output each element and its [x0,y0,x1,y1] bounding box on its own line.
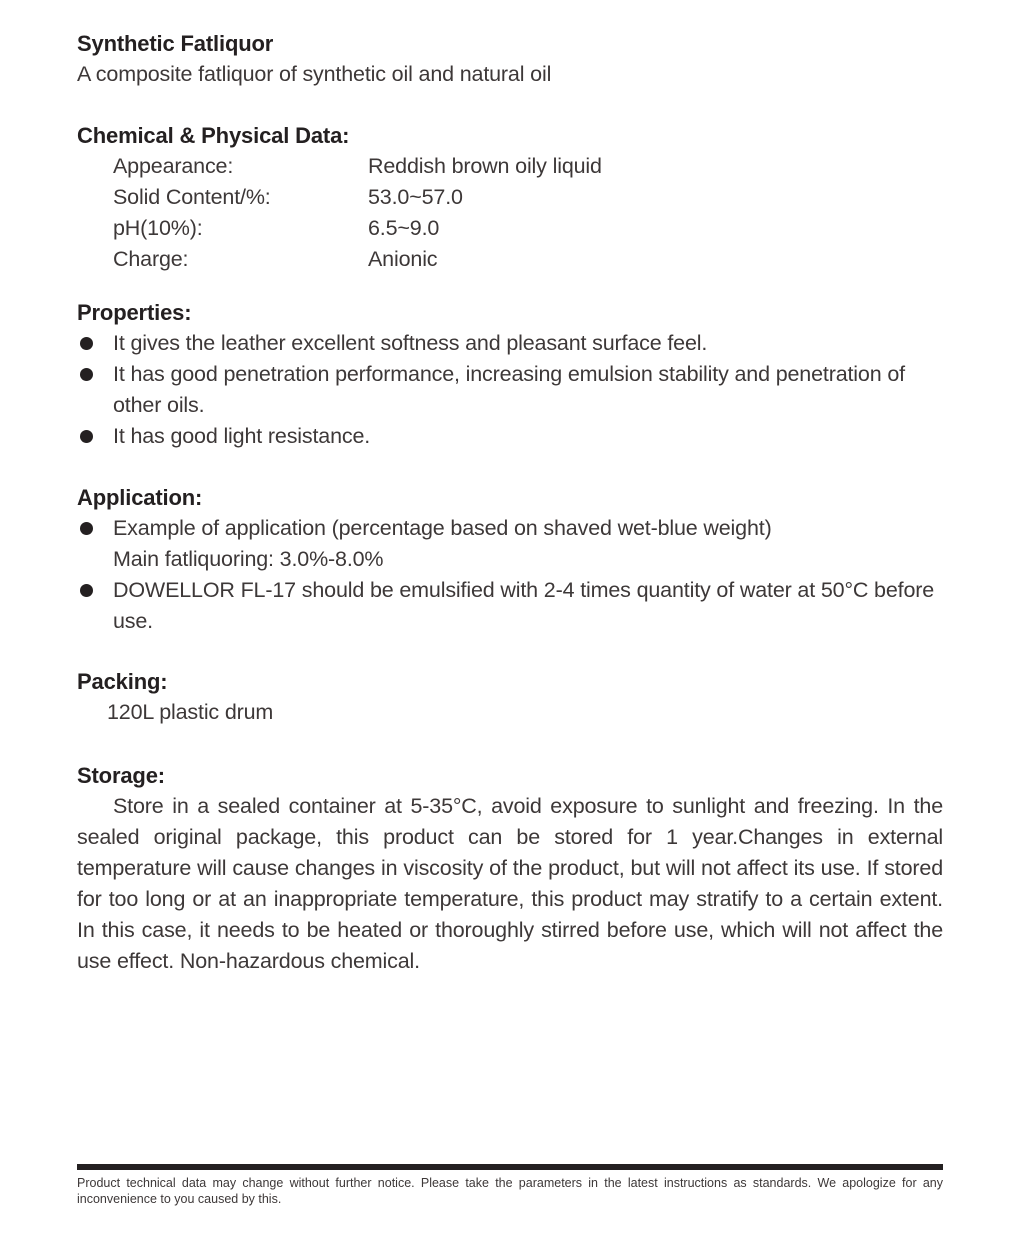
application-heading: Application: [77,485,203,510]
list-item-text [113,513,943,575]
list-item [77,421,943,452]
product-subtitle: A composite fatliquor of synthetic oil and natural oil [77,62,552,86]
footer-disclaimer: Product technical data may change without further notice. Please take the parameters in the latest instructions as standards. We apologize for any inconvenience to you caused by this. [77,1176,943,1206]
page-footer [77,1164,943,1207]
application-example-line: Example of application (percentage based on shaved wet-blue weight) [113,516,772,540]
bullet-icon [80,584,93,597]
bullet-icon [80,337,93,350]
document-content [77,28,943,977]
data-row-ph [77,213,943,244]
storage-heading: Storage: [77,763,165,788]
chemical-data-heading: Chemical & Physical Data: [77,123,350,148]
data-value: 53.0~57.0 [368,185,463,209]
bullet-icon [80,368,93,381]
list-item [77,328,943,359]
section-storage [77,760,943,977]
application-dosage-line: Main fatliquoring: 3.0%-8.0% [113,547,384,571]
bullet-icon [80,430,93,443]
document-header [77,28,943,90]
data-label: Appearance: [113,154,234,178]
product-title: Synthetic Fatliquor [77,31,274,56]
section-properties [77,297,943,452]
list-item [77,575,943,637]
storage-paragraph: Store in a sealed container at 5-35°C, avoid exposure to sunlight and freezing. In the sealed original package, this product can be stored for 1 year.Changes in external temperature will cause changes in viscosity of the product, but will not affect its use. If stored for too long or at an inappropriate temperature, this product may stratify to a certain extent. In this case, it needs to be heated or thoroughly stirred before use, which will not affect the use effect. Non-hazardous chemical. [77,794,943,973]
properties-heading: Properties: [77,300,192,325]
section-packing [77,666,943,728]
data-label: Charge: [113,247,189,271]
packing-heading: Packing: [77,669,168,694]
data-row-charge [77,244,943,275]
packing-text: 120L plastic drum [107,700,274,724]
section-chemical-physical-data [77,120,943,275]
footer-divider [77,1164,943,1170]
list-item [77,513,943,575]
data-value: 6.5~9.0 [368,216,440,240]
data-label: pH(10%): [113,216,203,240]
data-row-solid-content [77,182,943,213]
list-item [77,359,943,421]
data-row-appearance [77,151,943,182]
list-item-text: It has good light resistance. [113,424,371,448]
data-value: Reddish brown oily liquid [368,154,602,178]
bullet-icon [80,522,93,535]
list-item-text: It gives the leather excellent softness and pleasant surface feel. [113,331,708,355]
list-item-text: DOWELLOR FL-17 should be emulsified with 2-4 times quantity of water at 50°C before use. [113,578,935,633]
section-application [77,482,943,637]
list-item-text: It has good penetration performance, increasing emulsion stability and penetration of other oils. [113,362,905,417]
data-value: Anionic [368,247,438,271]
data-label: Solid Content/%: [113,185,271,209]
